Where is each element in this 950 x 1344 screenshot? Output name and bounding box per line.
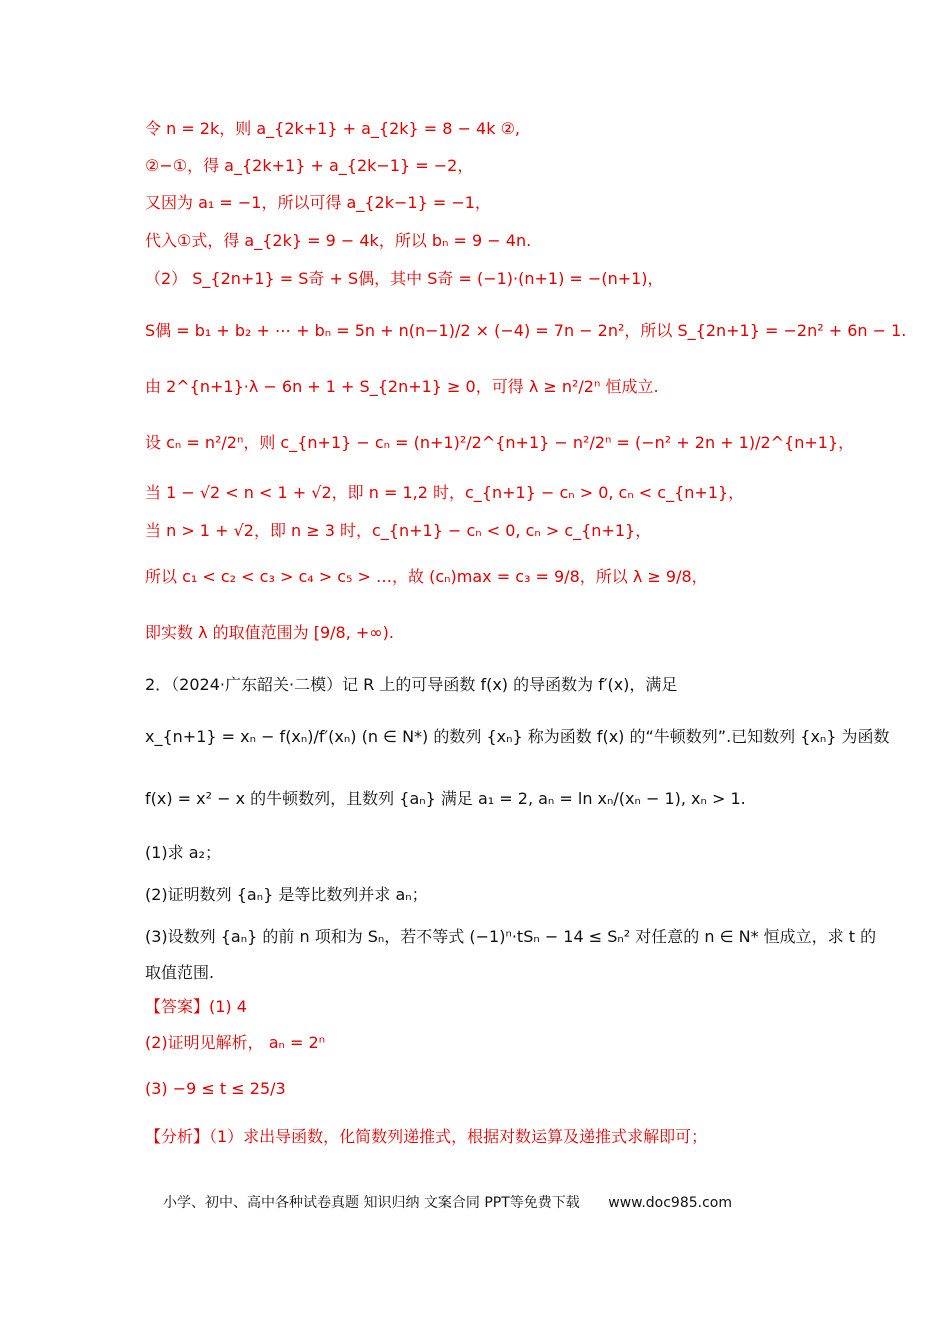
answer-3: (3) −9 ≤ t ≤ 25/3 xyxy=(145,1079,286,1098)
solution-line-1: 令 n = 2k，则 a_{2k+1} + a_{2k} = 8 − 4k ②, xyxy=(145,119,521,138)
solution-line-11: 所以 c₁ < c₂ < c₃ > c₄ > c₅ > …，故 (cₙ)max = c₃ = 9/8，所以 λ ≥ 9/8， xyxy=(145,567,708,586)
analysis: 【分析】（1）求出导函数，化简数列递推式，根据对数运算及递推式求解即可； xyxy=(145,1127,708,1146)
solution-line-12: 即实数 λ 的取值范围为 [9/8, +∞). xyxy=(145,623,394,642)
question-2: (2)证明数列 {aₙ} 是等比数列并求 aₙ； xyxy=(145,885,428,904)
solution-line-9: 当 1 − √2 < n < 1 + √2，即 n = 1,2 时，c_{n+1} − cₙ > 0, cₙ < c_{n+1}， xyxy=(145,483,745,502)
solution-line-5: （2） S_{2n+1} = S奇 + S偶，其中 S奇 = (−1)·(n+1) = −(n+1)， xyxy=(145,269,664,288)
solution-line-8: 设 cₙ = n²/2ⁿ，则 c_{n+1} − cₙ = (n+1)²/2^{n+1} − n²/2ⁿ = (−n² + 2n + 1)/2^{n+1}， xyxy=(145,433,855,452)
footer-url[interactable]: www.doc985.com xyxy=(608,1195,732,1211)
question-3-cont: 取值范围. xyxy=(145,963,215,982)
problem-heading: 2．（2024·广东韶关·二模）记 R 上的可导函数 f(x) 的导函数为 f′(x)，满足 xyxy=(145,675,678,694)
answer-1: 【答案】(1) 4 xyxy=(145,997,247,1016)
solution-line-10: 当 n > 1 + √2，即 n ≥ 3 时，c_{n+1} − cₙ < 0, cₙ > c_{n+1}， xyxy=(145,521,652,540)
answer-2: (2)证明见解析， aₙ = 2ⁿ xyxy=(145,1033,326,1052)
question-1: (1)求 a₂； xyxy=(145,843,221,862)
problem-body-1: x_{n+1} = xₙ − f(xₙ)/f′(xₙ) (n ∈ N*) 的数列 {xₙ} 称为函数 f(x) 的“牛顿数列”.已知数列 {xₙ} 为函数 xyxy=(145,727,890,746)
solution-line-6: S偶 = b₁ + b₂ + ⋯ + bₙ = 5n + n(n−1)/2 × (−4) = 7n − 2n²，所以 S_{2n+1} = −2n² + 6n − 1. xyxy=(145,321,907,340)
solution-line-7: 由 2^{n+1}·λ − 6n + 1 + S_{2n+1} ≥ 0，可得 λ ≥ n²/2ⁿ 恒成立. xyxy=(145,377,659,396)
page-footer xyxy=(163,1192,732,1212)
solution-line-3: 又因为 a₁ = −1，所以可得 a_{2k−1} = −1， xyxy=(145,193,491,212)
problem-body-2: f(x) = x² − x 的牛顿数列，且数列 {aₙ} 满足 a₁ = 2, aₙ = ln xₙ/(xₙ − 1), xₙ > 1. xyxy=(145,789,746,808)
solution-line-2: ②−①，得 a_{2k+1} + a_{2k−1} = −2， xyxy=(145,156,474,175)
footer-text: 小学、初中、高中各种试卷真题 知识归纳 文案合同 PPT等免费下载 xyxy=(163,1195,580,1211)
solution-line-4: 代入①式，得 a_{2k} = 9 − 4k，所以 bₙ = 9 − 4n. xyxy=(145,231,532,250)
question-3: (3)设数列 {aₙ} 的前 n 项和为 Sₙ，若不等式 (−1)ⁿ·tSₙ − 14 ≤ Sₙ² 对任意的 n ∈ N* 恒成立，求 t 的 xyxy=(145,927,877,946)
